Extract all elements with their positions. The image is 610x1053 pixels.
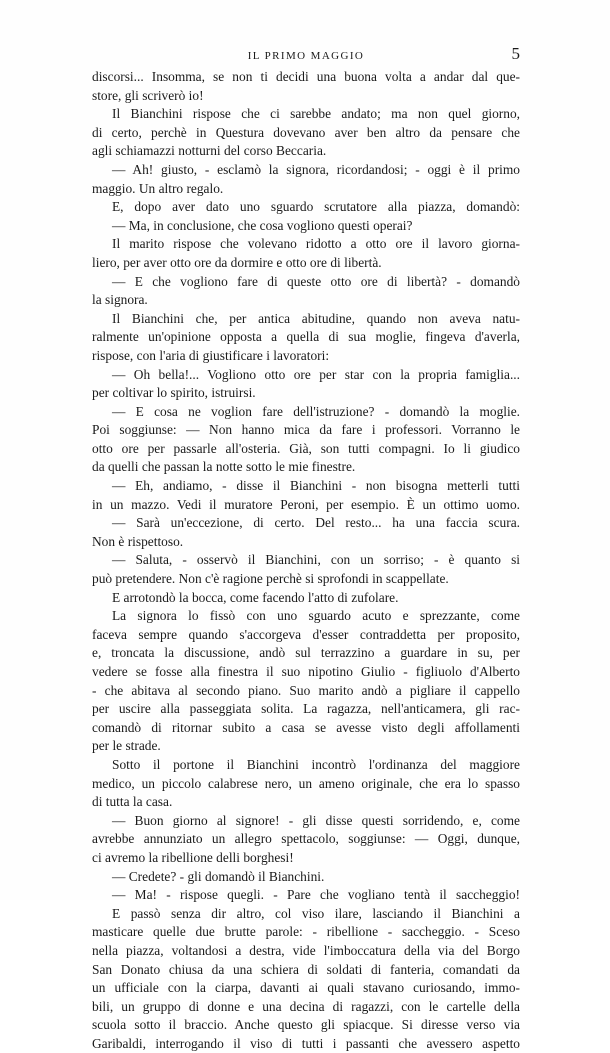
text-line: — E che vogliono fare di queste otto ore di libertà? - domandò [112, 273, 520, 289]
text-line: liero, per aver otto ore da dormire e otto ore di libertà. [92, 254, 382, 270]
text-line: — Oh bella!... Vogliono otto ore per star con la propria famiglia... [112, 366, 520, 382]
text-line: San Donato chiusa da una schiera di soldati di fanteria, comandati da [92, 961, 520, 977]
text-line: discorsi... Insomma, se non ti decidi una buona volta a andar dal que- [92, 69, 520, 84]
text-line: — Ah! giusto, - esclamò la signora, ricordandosi; - oggi è il primo [112, 161, 520, 177]
text-line: nella piazza, voltandosi a destra, vide l'imboccatura della via del Borgo [92, 942, 520, 958]
text-line: Il marito rispose che volevano ridotto a otto ore il lavoro giorna- [112, 236, 520, 252]
text-line: — Buon giorno al signore! - gli disse questi sorridendo, e, come [112, 812, 520, 828]
text-line: ralmente un'opinione opposta a quella di sua moglie, fingeva d'averla, [92, 329, 520, 345]
text-line: bili, un gruppo di donne e una decina di ragazzi, con le cartelle della [92, 998, 520, 1014]
text-line: per uscire alla passeggiata solita. La ragazza, nell'anticamera, gli rac- [92, 701, 520, 717]
text-line: E passò senza dir altro, col viso ilare, lasciando il Bianchini a [112, 905, 520, 921]
text-line: maggio. Un altro regalo. [92, 180, 224, 196]
text-line: masticare quelle due brutte parole: - ribellione - saccheggio. - Sceso [92, 924, 520, 940]
text-line: faceva sempre quando s'accorgeva d'esser contraddetta per proposito, [92, 626, 520, 642]
text-line: — Saluta, - osservò il Bianchini, con un sorriso; - è quanto si [112, 552, 520, 568]
text-line: Il Bianchini rispose che ci sarebbe andato; ma non quel giorno, [112, 106, 520, 122]
text-line: — Ma! - rispose quegli. - Pare che vogliano tentà il saccheggio! [112, 887, 520, 903]
text-line: comandò di ritornar subito a casa se avesse visto degli affollamenti [92, 719, 520, 735]
text-line: da quelli che passan la notte sotto le mie finestre. [92, 459, 356, 475]
text-line: di certo, perchè in Questura dovevano aver ben altro da pensare che [92, 124, 520, 140]
text-line: per coltivar lo spirito, istruirsi. [92, 385, 256, 401]
text-line: store, gli scriverò io! [92, 87, 204, 103]
text-line: scuola sotto il braccio. Anche questo gli spiacque. Si diresse verso via [92, 1017, 520, 1033]
text-line: otto ore per passarle all'osteria. Già, son tutti compagni. Io li giudico [92, 440, 520, 456]
text-line: la signora. [92, 292, 148, 308]
text-line: Poi soggiunse: — Non hanno mica da fare i professori. Vorranno le [92, 422, 520, 438]
text-line: avrebbe annunziato un allegro spettacolo, soggiunse: — Oggi, dunque, [92, 831, 520, 847]
text-line: Il Bianchini che, per antica abitudine, quando non aveva natu- [112, 310, 520, 326]
text-line: E, dopo aver dato uno sguardo scrutatore alla piazza, domandò: [112, 199, 520, 215]
text-line: per le strade. [92, 738, 161, 754]
text-line: - che abitava al secondo piano. Suo marito andò a pigliare il cappello [92, 682, 520, 698]
text-line: Sotto il portone il Bianchini incontrò l'ordinanza del maggiore [112, 756, 520, 772]
text-line: e, troncata la discussione, andò sul terrazzino a guardare in su, per [92, 645, 520, 661]
text-line: in un mazzo. Vedi il muratore Peroni, per esempio. È un ottimo uomo. [92, 496, 520, 512]
text-line: Garibaldi, interrogando il viso di tutti i passanti che avessero aspetto [92, 1035, 520, 1051]
text-line: agli schiamazzi notturni del corso Beccaria. [92, 143, 327, 159]
text-line: rispose, con l'aria di giustificare i lavoratori: [92, 347, 330, 363]
text-line: Non è rispettoso. [92, 533, 184, 549]
body-text [92, 68, 520, 1053]
text-line: — Credete? - gli domandò il Bianchini. [112, 868, 325, 884]
text-line: di tutta la casa. [92, 794, 173, 810]
page-number: 5 [511, 44, 520, 63]
page-header [92, 44, 520, 66]
running-title: IL PRIMO MAGGIO [247, 50, 365, 62]
text-line: E arrotondò la bocca, come facendo l'atto di zufolare. [112, 589, 399, 605]
text-line: — E cosa ne voglion fare dell'istruzione? - domandò la moglie. [112, 403, 520, 419]
text-line: — Sarà un'eccezione, di certo. Del resto... ha una faccia scura. [112, 515, 520, 531]
text-line: un ufficiale con la ciarpa, davanti ai quali stavano curiosando, immo- [92, 980, 520, 996]
text-line: vedere se fosse alla finestra il suo nipotino Giulio - figliuolo d'Alberto [92, 664, 520, 679]
text-line: — Eh, andiamo, - disse il Bianchini - non bisogna metterli tutti [112, 478, 520, 494]
text-line: ci avremo la ribellione delli borghesi! [92, 849, 294, 865]
text-line: può pretendere. Non c'è ragione perchè si sprofondi in scappellate. [92, 571, 449, 587]
text-line: — Ma, in conclusione, che cosa vogliono questi operai? [112, 217, 413, 233]
text-line: La signora lo fissò con uno sguardo acuto e sprezzante, come [112, 608, 520, 624]
text-line: medico, un piccolo calabrese nero, un ameno originale, che era lo spasso [92, 775, 520, 791]
